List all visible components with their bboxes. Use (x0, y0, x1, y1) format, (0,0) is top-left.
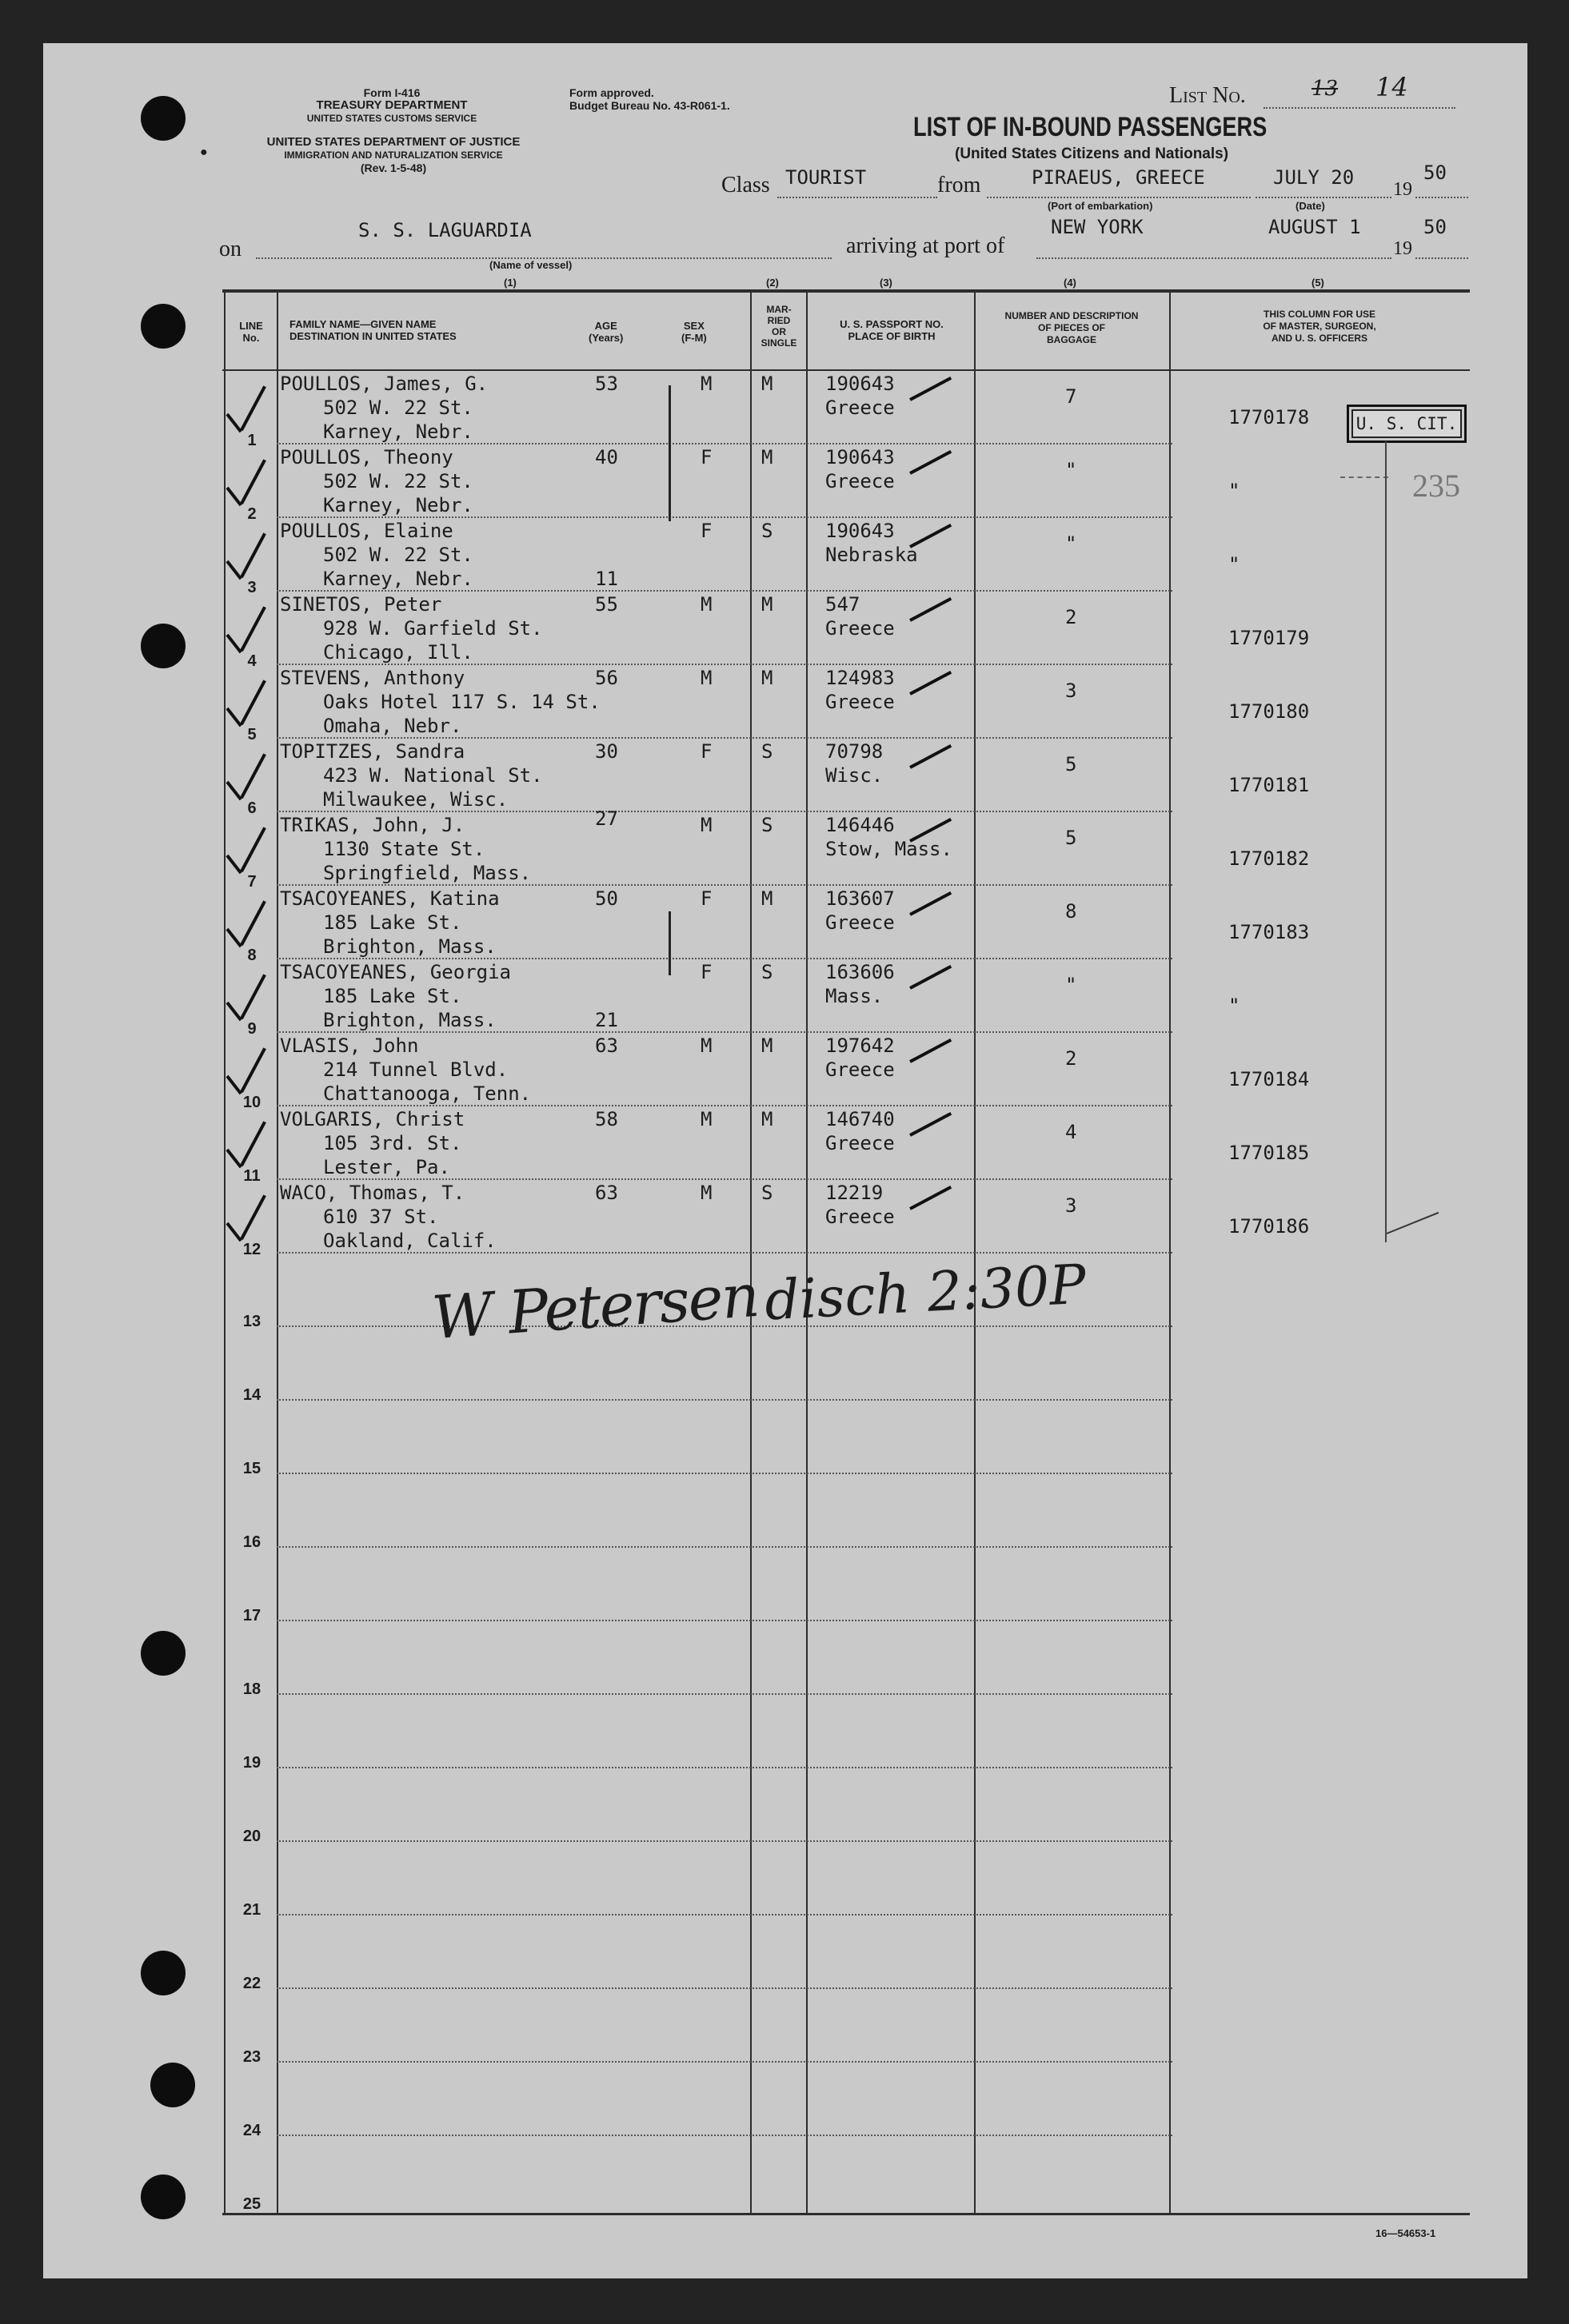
line-number: 25 (242, 2195, 262, 2213)
row-rule (277, 1178, 1172, 1180)
passport-number: 124983 (825, 667, 895, 689)
year-prefix: 19 (1393, 179, 1412, 200)
list-no-struck: 13 (1311, 77, 1339, 101)
arrival-year-prefix: 19 (1393, 238, 1412, 259)
place-of-birth: Greece (825, 1058, 895, 1081)
line-number: 5 (247, 726, 257, 743)
officer-number: 1770179 (1228, 627, 1310, 649)
arriving-label: arriving at port of (846, 233, 1005, 258)
passenger-address-street: 502 W. 22 St. (323, 544, 473, 566)
row-rule (277, 2135, 1172, 2136)
place-of-birth: Greece (825, 617, 895, 640)
arrival-port: NEW YORK (1051, 216, 1144, 238)
col-num-1: (1) (504, 277, 517, 289)
line-number: 10 (242, 1094, 262, 1111)
binder-hole-4 (141, 1631, 186, 1676)
line-number: 24 (242, 2122, 262, 2139)
passenger-address-street: Oaks Hotel 117 S. 14 St. (323, 691, 601, 713)
margin-stroke (669, 385, 671, 521)
treasury-department: TREASURY DEPARTMENT (316, 98, 468, 112)
line-number: 7 (247, 873, 257, 891)
officer-number: 1770185 (1228, 1142, 1310, 1164)
passenger-married: S (761, 1182, 773, 1204)
col-header-passport: U. S. PASSPORT NO. PLACE OF BIRTH (840, 318, 944, 342)
row-rule (277, 1620, 1172, 1621)
passenger-age: 55 (595, 593, 618, 616)
line-number: 22 (242, 1975, 262, 1992)
row-rule (277, 1693, 1172, 1695)
passenger-sex: F (701, 961, 713, 983)
row-rule (277, 1987, 1172, 1989)
justice-header (210, 136, 577, 174)
citizen-stamp (1347, 405, 1467, 443)
binder-hole-2 (141, 304, 186, 349)
row-rule (277, 1252, 1172, 1254)
passenger-sex: M (701, 373, 713, 395)
passenger-address-city: Brighton, Mass. (323, 935, 497, 958)
line-number: 19 (242, 1754, 262, 1772)
row-rule (277, 664, 1172, 665)
passenger-age: 63 (595, 1182, 618, 1204)
departure-date: JULY 20 (1273, 166, 1355, 189)
passenger-address-street: 423 W. National St. (323, 764, 543, 787)
binder-hole-7 (141, 2175, 186, 2219)
line-number: 15 (242, 1460, 262, 1477)
place-of-birth: Mass. (825, 985, 884, 1007)
passenger-married: S (761, 740, 773, 763)
passenger-address-street: 502 W. 22 St. (323, 397, 473, 419)
passenger-address-city: Karney, Nebr. (323, 494, 473, 516)
passenger-married: M (761, 1034, 773, 1057)
col-num-4: (4) (1064, 277, 1076, 289)
passenger-married: M (761, 593, 773, 616)
officer-number: " (1228, 553, 1240, 576)
passenger-address-street: 1130 State St. (323, 838, 485, 860)
binder-hole-6 (150, 2063, 195, 2107)
passenger-married: M (761, 373, 773, 395)
baggage-pieces: 4 (1065, 1121, 1077, 1143)
row-rule (277, 1399, 1172, 1401)
pointer-mark: ● (200, 145, 208, 159)
date-caption: (Date) (1296, 200, 1325, 212)
departure-year: 50 (1423, 161, 1447, 184)
passenger-sex: F (701, 740, 713, 763)
passenger-age: 11 (595, 568, 618, 590)
margin-stroke (669, 911, 671, 975)
passenger-name: STEVENS, Anthony (280, 667, 465, 689)
baggage-pieces: 5 (1065, 827, 1077, 849)
passenger-married: S (761, 814, 773, 836)
from-label: from (937, 173, 981, 197)
passenger-age: 63 (595, 1034, 618, 1057)
row-rule (277, 737, 1172, 739)
officer-number: 1770181 (1228, 774, 1310, 796)
baggage-pieces: 3 (1065, 1194, 1077, 1217)
passenger-age: 30 (595, 740, 618, 763)
passenger-address-city: Karney, Nebr. (323, 568, 473, 590)
citizen-stamp-text: U. S. CIT. (1355, 414, 1458, 433)
passenger-sex: M (701, 814, 713, 836)
passport-number: 163606 (825, 961, 895, 983)
passport-number: 163607 (825, 887, 895, 910)
passenger-address-city: Brighton, Mass. (323, 1009, 497, 1031)
col-header-baggage: NUMBER AND DESCRIPTION OF PIECES OF BAGGAGE (1004, 310, 1139, 345)
passenger-address-street: 214 Tunnel Blvd. (323, 1058, 509, 1081)
line-number: 23 (242, 2048, 262, 2066)
form-approval (569, 86, 730, 112)
discharge-note: disch 2:30P (763, 1253, 1088, 1333)
passenger-address-street: 502 W. 22 St. (323, 470, 473, 492)
passenger-address-street: 105 3rd. St. (323, 1132, 462, 1154)
baggage-pieces: 7 (1065, 385, 1077, 408)
footer-code: 16—54653-1 (1375, 2227, 1436, 2239)
col-header-married: MAR- RIED OR SINGLE (761, 304, 797, 349)
passenger-name: VOLGARIS, Christ (280, 1108, 465, 1130)
passenger-sex: F (701, 446, 713, 468)
passenger-address-street: 185 Lake St. (323, 911, 462, 934)
row-rule (277, 516, 1172, 518)
passenger-age: 53 (595, 373, 618, 395)
revision: (Rev. 1-5-48) (360, 161, 427, 174)
passenger-name: WACO, Thomas, T. (280, 1182, 465, 1204)
form-approved: Form approved. (569, 86, 654, 99)
table-bottom-rule (222, 2213, 1470, 2215)
officer-number: 1770178 (1228, 406, 1310, 429)
officer-number: " (1228, 480, 1240, 502)
passport-number: 197642 (825, 1034, 895, 1057)
passport-number: 190643 (825, 373, 895, 395)
col-header-age: AGE (Years) (589, 320, 624, 344)
passport-number: 547 (825, 593, 860, 616)
passenger-name: POULLOS, James, G. (280, 373, 489, 395)
baggage-pieces: 3 (1065, 680, 1077, 702)
passenger-age: 27 (595, 807, 618, 830)
line-number: 4 (247, 652, 257, 670)
passenger-address-city: Springfield, Mass. (323, 862, 532, 884)
line-number: 8 (247, 947, 257, 964)
passenger-married: M (761, 667, 773, 689)
passenger-name: POULLOS, Elaine (280, 520, 453, 542)
vessel-caption: (Name of vessel) (489, 259, 573, 271)
passenger-age: 50 (595, 887, 618, 910)
passport-number: 190643 (825, 446, 895, 468)
passenger-name: TSACOYEANES, Katina (280, 887, 500, 910)
baggage-pieces: 2 (1065, 606, 1077, 628)
line-number: 18 (242, 1680, 262, 1698)
passenger-married: M (761, 887, 773, 910)
passenger-sex: M (701, 667, 713, 689)
col-header-officers: THIS COLUMN FOR USE OF MASTER, SURGEON, AND U. S. OFFICERS (1263, 309, 1376, 344)
passenger-address-city: Lester, Pa. (323, 1156, 450, 1178)
place-of-birth: Greece (825, 911, 895, 934)
row-rule (277, 811, 1172, 812)
passenger-married: S (761, 961, 773, 983)
form-number: Form I-416 (363, 86, 421, 99)
passenger-sex: M (701, 1034, 713, 1057)
passenger-married: S (761, 520, 773, 542)
page-title: LIST OF IN-BOUND PASSENGERS (913, 112, 1268, 142)
row-rule (277, 590, 1172, 592)
line-number: 13 (242, 1313, 262, 1330)
line-number: 6 (247, 799, 257, 817)
class-value: TOURIST (785, 166, 867, 189)
baggage-pieces: " (1065, 532, 1077, 555)
line-number: 9 (247, 1020, 257, 1038)
table-header-rule (222, 369, 1470, 371)
baggage-pieces: " (1065, 459, 1077, 481)
passenger-name: TRIKAS, John, J. (280, 814, 465, 836)
stamp-number: 235 (1412, 468, 1460, 504)
place-of-birth: Nebraska (825, 544, 918, 566)
passenger-sex: M (701, 1108, 713, 1130)
col-header-sex: SEX (F-M) (681, 320, 707, 344)
baggage-pieces: 5 (1065, 753, 1077, 775)
officer-number: 1770183 (1228, 921, 1310, 943)
place-of-birth: Greece (825, 1132, 895, 1154)
vessel-name: S. S. LAGUARDIA (358, 219, 532, 241)
binder-hole-5 (141, 1951, 186, 1995)
passport-number: 146740 (825, 1108, 895, 1130)
officer-number: 1770186 (1228, 1215, 1310, 1238)
passenger-age: 21 (595, 1009, 618, 1031)
line-number: 16 (242, 1533, 262, 1551)
row-rule (277, 1473, 1172, 1474)
row-rule (277, 1840, 1172, 1842)
form-header-left (272, 86, 512, 125)
passenger-married: M (761, 1108, 773, 1130)
passport-number: 190643 (825, 520, 895, 542)
line-number: 12 (242, 1241, 262, 1258)
passenger-sex: F (701, 887, 713, 910)
passport-number: 70798 (825, 740, 884, 763)
passport-number: 12219 (825, 1182, 884, 1204)
budget-bureau: Budget Bureau No. 43-R061-1. (569, 99, 730, 112)
passenger-name: POULLOS, Theony (280, 446, 453, 468)
binder-hole-3 (141, 624, 186, 668)
row-rule (277, 1914, 1172, 1915)
col-num-3: (3) (880, 277, 892, 289)
passenger-sex: M (701, 593, 713, 616)
ins-service: IMMIGRATION AND NATURALIZATION SERVICE (284, 149, 503, 161)
passenger-address-street: 185 Lake St. (323, 985, 462, 1007)
row-rule (277, 2061, 1172, 2063)
passenger-sex: F (701, 520, 713, 542)
col-num-2: (2) (766, 277, 779, 289)
row-rule (277, 958, 1172, 959)
arrival-year: 50 (1423, 216, 1447, 238)
customs-service: UNITED STATES CUSTOMS SERVICE (306, 113, 477, 124)
officer-number: 1770184 (1228, 1068, 1310, 1090)
row-rule (277, 1105, 1172, 1106)
place-of-birth: Wisc. (825, 764, 884, 787)
passenger-name: TOPITZES, Sandra (280, 740, 465, 763)
passenger-age: 58 (595, 1108, 618, 1130)
passenger-name: SINETOS, Peter (280, 593, 442, 616)
col-num-5: (5) (1311, 277, 1324, 289)
baggage-pieces: " (1065, 974, 1077, 996)
passport-number: 146446 (825, 814, 895, 836)
from-value: PIRAEUS, GREECE (1032, 166, 1205, 189)
passenger-address-city: Chattanooga, Tenn. (323, 1082, 532, 1105)
passenger-age: 56 (595, 667, 618, 689)
row-rule (277, 443, 1172, 444)
line-number: 11 (243, 1167, 261, 1185)
line-number: 1 (247, 432, 257, 449)
officer-number: 1770180 (1228, 700, 1310, 723)
line-number: 3 (247, 579, 257, 596)
justice-department: UNITED STATES DEPARTMENT OF JUSTICE (266, 135, 521, 149)
passenger-name: VLASIS, John (280, 1034, 419, 1057)
on-label: on (219, 237, 242, 261)
place-of-birth: Greece (825, 691, 895, 713)
place-of-birth: Greece (825, 470, 895, 492)
class-label: Class (721, 173, 770, 197)
col-header-line: LINE No. (239, 320, 263, 344)
baggage-pieces: 2 (1065, 1047, 1077, 1070)
passenger-address-city: Omaha, Nebr. (323, 715, 462, 737)
passenger-married: M (761, 446, 773, 468)
row-rule (277, 1767, 1172, 1768)
port-embarkation-caption: (Port of embarkation) (1048, 200, 1153, 212)
col-header-name: FAMILY NAME—GIVEN NAME DESTINATION IN UNITED STATES (289, 318, 457, 342)
officer-signature: W Petersen (429, 1261, 761, 1353)
place-of-birth: Greece (825, 1206, 895, 1228)
baggage-pieces: 8 (1065, 900, 1077, 923)
officer-number: " (1228, 995, 1240, 1017)
list-no-value: 14 (1375, 72, 1408, 102)
passenger-sex: M (701, 1182, 713, 1204)
passenger-address-city: Karney, Nebr. (323, 421, 473, 443)
place-of-birth: Stow, Mass. (825, 838, 952, 860)
table-top-rule (222, 289, 1470, 293)
row-rule (277, 1031, 1172, 1033)
passenger-address-city: Oakland, Calif. (323, 1230, 497, 1252)
line-number: 20 (242, 1828, 262, 1845)
passenger-name: TSACOYEANES, Georgia (280, 961, 511, 983)
officer-number: 1770182 (1228, 847, 1310, 870)
passenger-address-city: Chicago, Ill. (323, 641, 473, 664)
passenger-age: 40 (595, 446, 618, 468)
row-rule (277, 884, 1172, 886)
line-number: 2 (247, 505, 257, 523)
page-subtitle: (United States Citizens and Nationals) (955, 145, 1229, 162)
row-rule (277, 1546, 1172, 1548)
place-of-birth: Greece (825, 397, 895, 419)
arrival-date: AUGUST 1 (1268, 216, 1361, 238)
line-number: 21 (242, 1901, 262, 1919)
passenger-address-street: 928 W. Garfield St. (323, 617, 543, 640)
passenger-address-city: Milwaukee, Wisc. (323, 788, 509, 811)
line-number: 17 (242, 1607, 262, 1624)
binder-hole-1 (141, 96, 186, 141)
line-number: 14 (242, 1386, 262, 1404)
list-no-label: List No. (1169, 83, 1246, 108)
passenger-address-street: 610 37 St. (323, 1206, 439, 1228)
bracket-vertical (1385, 441, 1387, 1242)
